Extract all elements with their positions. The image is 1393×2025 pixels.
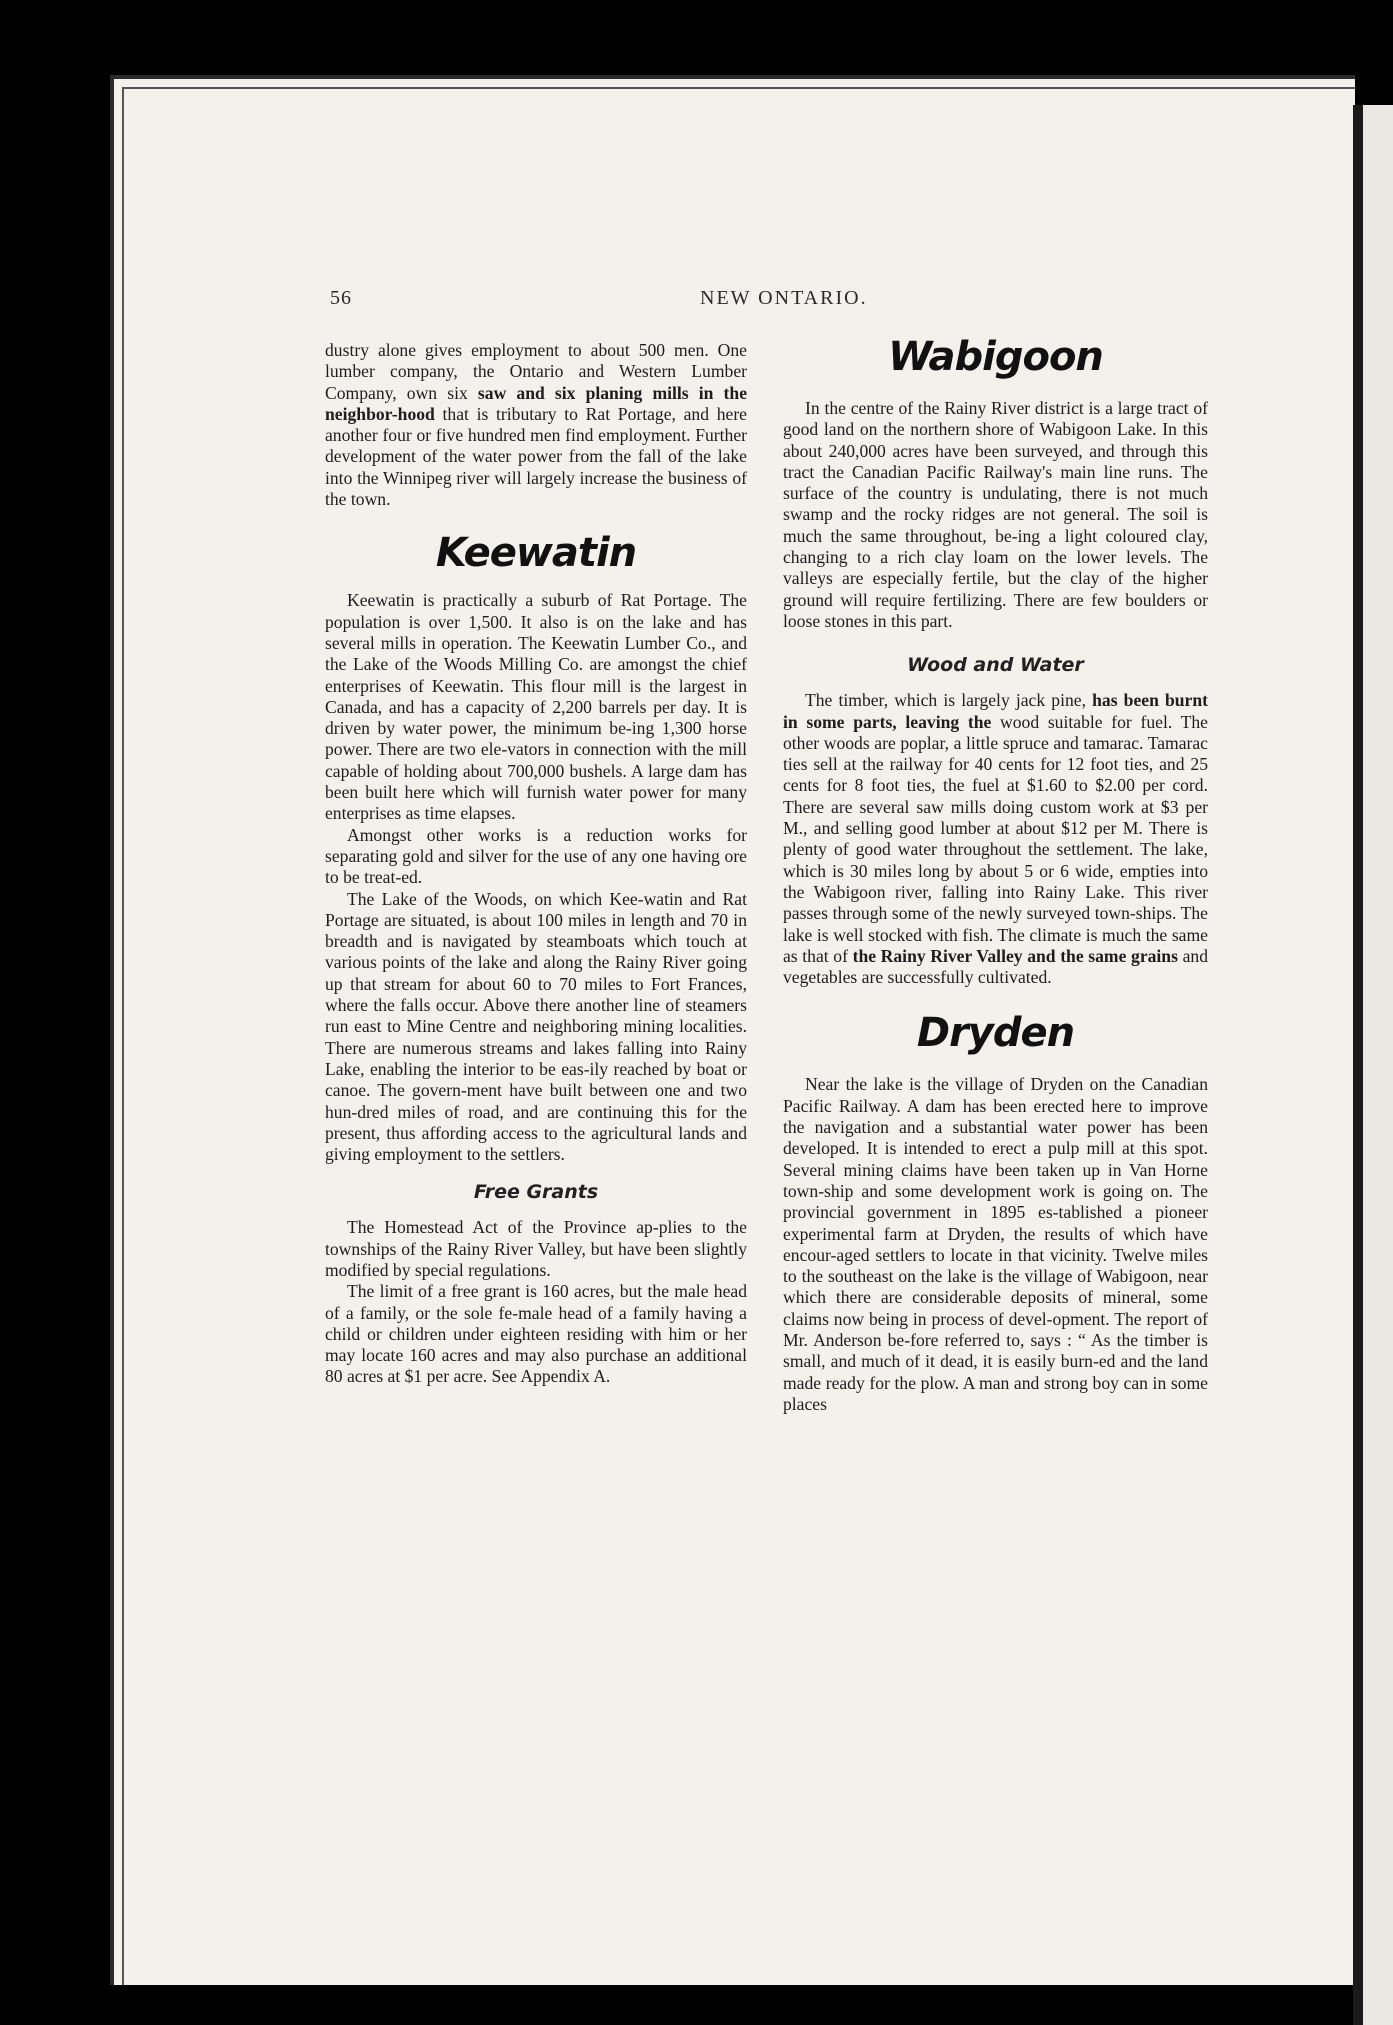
running-title: NEW ONTARIO. bbox=[700, 287, 868, 309]
page-gutter-shadow bbox=[1353, 105, 1363, 2025]
section-heading-wabigoon: Wabigoon bbox=[888, 334, 1103, 380]
running-header bbox=[330, 287, 1315, 317]
section-heading-keewatin: Keewatin bbox=[435, 530, 637, 577]
left-column bbox=[325, 340, 747, 1388]
page-border-rule bbox=[122, 87, 1355, 89]
paragraph-intro: dustry alone gives employment to about 500 men. One lumber company, the Ontario and Western Lumber Company, own six saw and six planing mills in the neighbor-hood that is tributary to Rat Portage, and here another four or five hundred men find employment. Further development of the water power from the fall of the lake into the Winnipeg river will largely increase the business of the town. bbox=[325, 340, 748, 510]
paragraph-keewatin-2: Amongst other works is a reduction works for separating gold and silver for the use of any one having ore to be treat-ed. bbox=[325, 824, 747, 888]
section-heading-wood-and-water: Wood and Water bbox=[907, 654, 1084, 677]
paragraph-dryden: Near the lake is the village of Dryden on the Canadian Pacific Railway. A dam has been erected here to improve the navigation and a substantial water power has been developed. It is intended to erect a pulp mill at this spot. Several mining claims have been taken up in Van Horne town-ship and some development work is going on. The provincial government in 1895 es-tablished a pioneer experimental farm at Dryden, the results of which have encour-aged settlers to locate in that vicinity. Twelve miles to the southeast on the lake is the village of Wabigoon, near which there are considerable deposits of mineral, some claims now being in process of devel-opment. The report of Mr. Anderson be-fore referred to, says : “ As the timber is small, and much of it dead, it is easily burn-ed and the land made ready for the plow. A man and strong boy can in some places bbox=[783, 1074, 1208, 1414]
paragraph-keewatin-1: Keewatin is practically a suburb of Rat Portage. The population is over 1,500. It also is on the lake and has several mills in operation. The Keewatin Lumber Co., and the Lake of the Woods Milling Co. are amongst the chief enterprises of Keewatin. This flour mill is the largest in Canada, and has a capacity of 2,200 barrels per day. It is driven by water power, the minimum be-ing 1,300 horse power. There are two ele-vators in connection with the mill capable of holding about 700,000 bushels. A large dam has been built here which will furnish water power for many enterprises as time elapses. bbox=[325, 590, 747, 824]
section-heading-free-grants: Free Grants bbox=[473, 1181, 599, 1204]
paragraph-keewatin-3: The Lake of the Woods, on which Kee-watin and Rat Portage are situated, is about 100 miles in length and 70 in breadth and is navigated by steamboats which touch at various points of the lake and along the Rainy River going up that stream for about 60 to 70 miles to Fort Frances, where the falls occur. Above there another line of steamers run east to Mine Centre and neighboring mining localities. There are numerous streams and lakes falling into Rainy Lake, enabling the interior to be eas-ily reached by boat or canoe. The govern-ment have built between one and two hun-dred miles of road, and are continuing this for the present, thus affording access to the agricultural lands and giving employment to the settlers. bbox=[325, 888, 747, 1165]
section-heading-dryden: Dryden bbox=[916, 1010, 1075, 1057]
page-border-rule bbox=[122, 87, 124, 1985]
paragraph-wood-and-water: The timber, which is largely jack pine, has been burnt in some parts, leaving the wood suitable for fuel. The other woods are poplar, a little spruce and tamarac. Tamarac ties sell at the railway for 40 cents for 12 foot ties, and 25 cents for 8 foot ties, the fuel at $1.60 to $2.00 per cord. There are several saw mills doing custom work at $3 per M., and selling good lumber at about $12 per M. There is plenty of good water throughout the settlement. The lake, which is 30 miles long by about 5 or 6 wide, empties into the Wabigoon river, falling into Rainy Lake. This river passes through some of the newly surveyed town-ships. The lake is well stocked with fish. The climate is much the same as that of the Rainy River Valley and the same grains and vegetables are successfully cultivated. bbox=[783, 690, 1208, 988]
paragraph-wabigoon: In the centre of the Rainy River district is a large tract of good land on the northern shore of Wabigoon Lake. In this about 240,000 acres have been surveyed, and through this tract the Canadian Pacific Railway's main line runs. The surface of the country is undulating, there is not much swamp and the rocky ridges are not general. The soil is much the same throughout, be-ing a light coloured clay, changing to a rich clay loam on the lower levels. The valleys are especially fertile, but the clay of the higher ground will require fertilizing. There are few boulders or loose stones in this part. bbox=[783, 398, 1208, 631]
paragraph-grants-1: The Homestead Act of the Province ap-plies to the townships of the Rainy River Valley, but have been slightly modified by special regulations. bbox=[325, 1217, 747, 1280]
paragraph-grants-2: The limit of a free grant is 160 acres, but the male head of a family, or the sole fe-male head of a family having a child or children under eighteen residing with him or her may locate 160 acres and may also purchase an additional 80 acres at $1 per acre. See Appendix A. bbox=[325, 1281, 747, 1387]
right-column bbox=[783, 334, 1208, 1415]
page-number: 56 bbox=[330, 287, 352, 309]
